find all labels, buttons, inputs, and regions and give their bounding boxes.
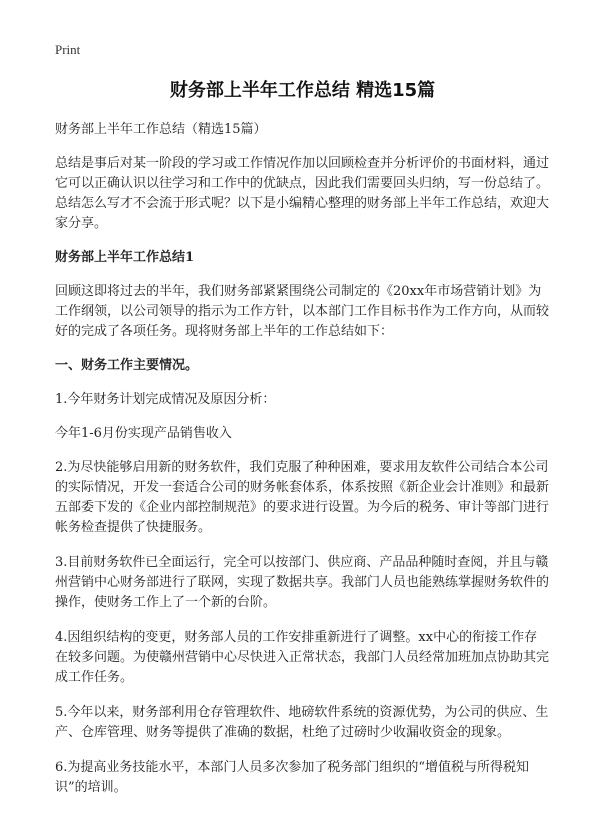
intro-paragraph: 总结是事后对某一阶段的学习或工作情况作加以回顾检查并分析评价的书面材料，通过它可以正确认识以往学习和工作中的优缺点，因此我们需要回头归纳，写一份总结了。总结怎么写才不会流于形式呢？以下是小编精心整理的财务部上半年工作总结，欢迎大家分享。 xyxy=(55,156,550,231)
document-subtitle: 财务部上半年工作总结（精选15篇） xyxy=(55,122,267,137)
section-heading: 财务部上半年工作总结1 xyxy=(55,250,195,265)
list-item: 1.今年财务计划完成情况及原因分析： xyxy=(55,392,276,407)
list-item: 4.因组织结构的变更，财务部人员的工作安排重新进行了调整。xx中心的衔接工作存在较多问题。为使赣州营销中心尽快进入正常状态，我部门人员经常加班加点协助其完成工作任务。 xyxy=(55,630,550,685)
list-item: 3.目前财务软件已全面运行，完全可以按部门、供应商、产品品种随时查阅，并且与赣州营销中心财务部进行了联网，实现了数据共享。我部门人员也能熟练掌握财务软件的操作，使财务工作上了一个新的台阶。 xyxy=(55,555,550,610)
section-intro-paragraph: 回顾这即将过去的半年，我们财务部紧紧围绕公司制定的《20xx年市场营销计划》为工作纲领，以公司领导的指示为工作方针，以本部门工作目标书作为工作方向，从而较好的完成了各项任务。现将财务部上半年的工作总结如下： xyxy=(55,284,550,339)
page-title: 财务部上半年工作总结 精选15篇 xyxy=(169,80,436,101)
list-item: 2.为尽快能够启用新的财务软件，我们克服了种种困难，要求用友软件公司结合本公司的实际情况，开发一套适合公司的财务帐套体系，体系按照《新企业会计准则》和最新五部委下发的《企业内部控制规范》的要求进行设置。为今后的税务、审计等部门进行帐务检查提供了快捷服务。 xyxy=(55,460,550,535)
list-item: 今年1-6月份实现产品销售收入 xyxy=(55,426,232,441)
document-body xyxy=(55,78,550,812)
part-heading: 一、财务工作主要情况。 xyxy=(55,358,199,373)
print-link[interactable]: Print xyxy=(55,42,81,57)
list-item: 6.为提高业务技能水平，本部门人员多次参加了税务部门组织的“增值税与所得税知识”的培训。 xyxy=(55,760,530,795)
list-item: 5.今年以来，财务部利用仓存管理软件、地磅软件系统的资源优势，为公司的供应、生产、仓库管理、财务等提供了准确的数据，杜绝了过磅时少收漏收资金的现象。 xyxy=(55,705,549,740)
